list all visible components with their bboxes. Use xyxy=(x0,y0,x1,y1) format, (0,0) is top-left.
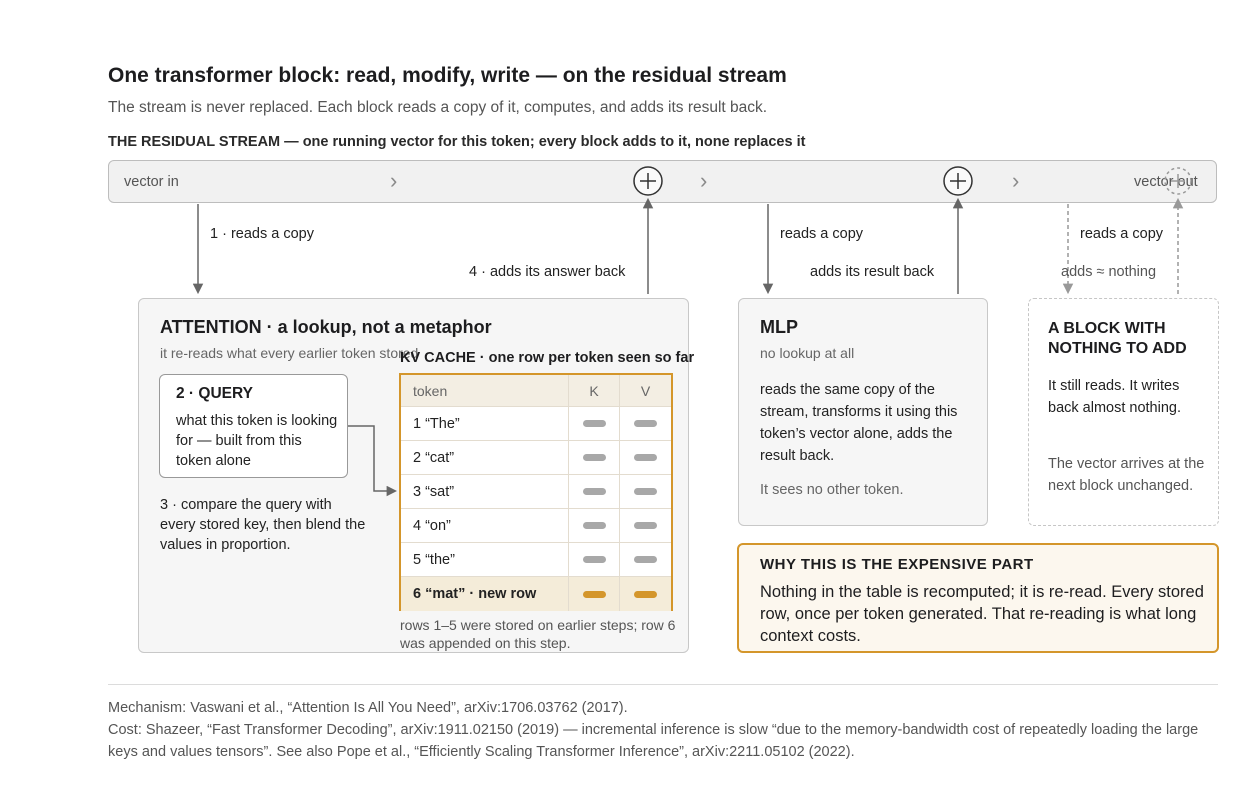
attention-subtitle: it re-reads what every earlier token stored xyxy=(160,345,419,361)
mlp-read-label: reads a copy xyxy=(780,226,864,242)
diagram-subtitle: The stream is never replaced. Each block reads a copy of it, computes, and adds its result back. xyxy=(108,99,768,116)
add-icon xyxy=(1165,168,1191,194)
kv-key-cell xyxy=(569,509,620,542)
residual-stream-label: THE RESIDUAL STREAM — one running vector for this token; every block adds to it, none replaces it xyxy=(108,134,806,150)
attention-read-label: 1 · reads a copy xyxy=(210,226,314,242)
query-title: 2 · QUERY xyxy=(176,385,253,402)
value-vector-icon xyxy=(634,522,657,529)
kv-token-cell: 4 “on” xyxy=(401,509,569,542)
kv-value-cell xyxy=(620,543,671,576)
key-vector-icon xyxy=(583,556,606,563)
kv-header-row xyxy=(401,375,671,407)
value-vector-icon xyxy=(634,488,657,495)
kv-cache-footnote: rows 1–5 were stored on earlier steps; row 6 was appended on this step. xyxy=(400,617,676,651)
reference-mechanism: Mechanism: Vaswani et al., “Attention Is All You Need”, arXiv:1706.03762 (2017). xyxy=(108,700,628,716)
mlp-footnote: It sees no other token. xyxy=(760,482,904,498)
kv-row xyxy=(401,407,671,441)
chevron-right-icon: › xyxy=(390,168,398,193)
empty-block-note: The vector arrives at the next block unchanged. xyxy=(1048,456,1205,494)
key-vector-icon xyxy=(583,488,606,495)
reference-cost: Cost: Shazeer, “Fast Transformer Decoding”, arXiv:1911.02150 (2019) — incremental inference is slow “due to the memory-bandwidth cost of repeatedly loading the large keys and values tensors”. See also Pope et al., “Efficiently Scaling Transformer Inference”, arXiv:2211.05102 (2022). xyxy=(108,722,1199,760)
kv-token-cell: 3 “sat” xyxy=(401,475,569,508)
why-expensive-title: WHY THIS IS THE EXPENSIVE PART xyxy=(760,556,1034,573)
why-expensive-text: Nothing in the table is recomputed; it is re-read. Every stored row, once per token generated. That re-reading is what long context costs. xyxy=(760,583,1204,645)
query-to-kv-arrow xyxy=(348,426,395,491)
add-icon xyxy=(944,167,972,195)
chevron-right-icon: › xyxy=(1012,168,1020,193)
kv-value-cell xyxy=(620,577,671,611)
empty-block-title: A BLOCK WITH NOTHING TO ADD xyxy=(1048,320,1187,357)
stream-in-label: vector in xyxy=(124,174,179,190)
kv-cache-table xyxy=(399,373,673,611)
value-vector-icon xyxy=(634,591,657,598)
kv-row xyxy=(401,543,671,577)
kv-key-cell xyxy=(569,543,620,576)
divider xyxy=(108,684,1218,685)
kv-key-cell xyxy=(569,441,620,474)
kv-header-token: token xyxy=(401,375,569,406)
kv-row xyxy=(401,509,671,543)
kv-token-cell: 2 “cat” xyxy=(401,441,569,474)
attention-title: ATTENTION · a lookup, not a metaphor xyxy=(160,317,492,337)
kv-value-cell xyxy=(620,407,671,440)
compare-step-text: 3 · compare the query with every stored key, then blend the values in proportion. xyxy=(160,497,366,553)
mlp-description: reads the same copy of the stream, transforms it using this token’s vector alone, adds the result back. xyxy=(760,382,958,464)
diagram-title: One transformer block: read, modify, write — on the residual stream xyxy=(108,64,787,87)
value-vector-icon xyxy=(634,556,657,563)
kv-cache-title: KV CACHE · one row per token seen so far xyxy=(400,350,695,366)
key-vector-icon xyxy=(583,420,606,427)
kv-header-k: K xyxy=(569,375,620,406)
add-icon xyxy=(634,167,662,195)
references xyxy=(108,697,1218,763)
kv-row xyxy=(401,475,671,509)
mlp-title: MLP xyxy=(760,317,798,337)
kv-token-cell: 1 “The” xyxy=(401,407,569,440)
kv-row xyxy=(401,441,671,475)
stream-out-label: vector out xyxy=(1134,174,1198,190)
query-description: what this token is looking for — built from this token alone xyxy=(176,413,338,469)
key-vector-icon xyxy=(583,454,606,461)
mlp-write-label: adds its result back xyxy=(810,264,935,280)
empty-write-label: adds ≈ nothing xyxy=(1061,264,1157,280)
key-vector-icon xyxy=(583,591,606,598)
attention-write-label: 4 · adds its answer back xyxy=(469,264,626,280)
kv-value-cell xyxy=(620,441,671,474)
value-vector-icon xyxy=(634,454,657,461)
chevron-right-icon: › xyxy=(700,168,708,193)
empty-read-label: reads a copy xyxy=(1080,226,1164,242)
kv-value-cell xyxy=(620,475,671,508)
kv-key-cell xyxy=(569,407,620,440)
empty-block-text: It still reads. It writes back almost nothing. xyxy=(1048,378,1181,416)
kv-key-cell xyxy=(569,475,620,508)
value-vector-icon xyxy=(634,420,657,427)
kv-value-cell xyxy=(620,509,671,542)
kv-row-new xyxy=(401,577,671,611)
kv-token-cell: 6 “mat” · new row xyxy=(401,577,569,611)
kv-header-v: V xyxy=(640,382,651,399)
key-vector-icon xyxy=(583,522,606,529)
mlp-subtitle: no lookup at all xyxy=(760,345,855,361)
kv-token-cell: 5 “the” xyxy=(401,543,569,576)
kv-key-cell xyxy=(569,577,620,611)
